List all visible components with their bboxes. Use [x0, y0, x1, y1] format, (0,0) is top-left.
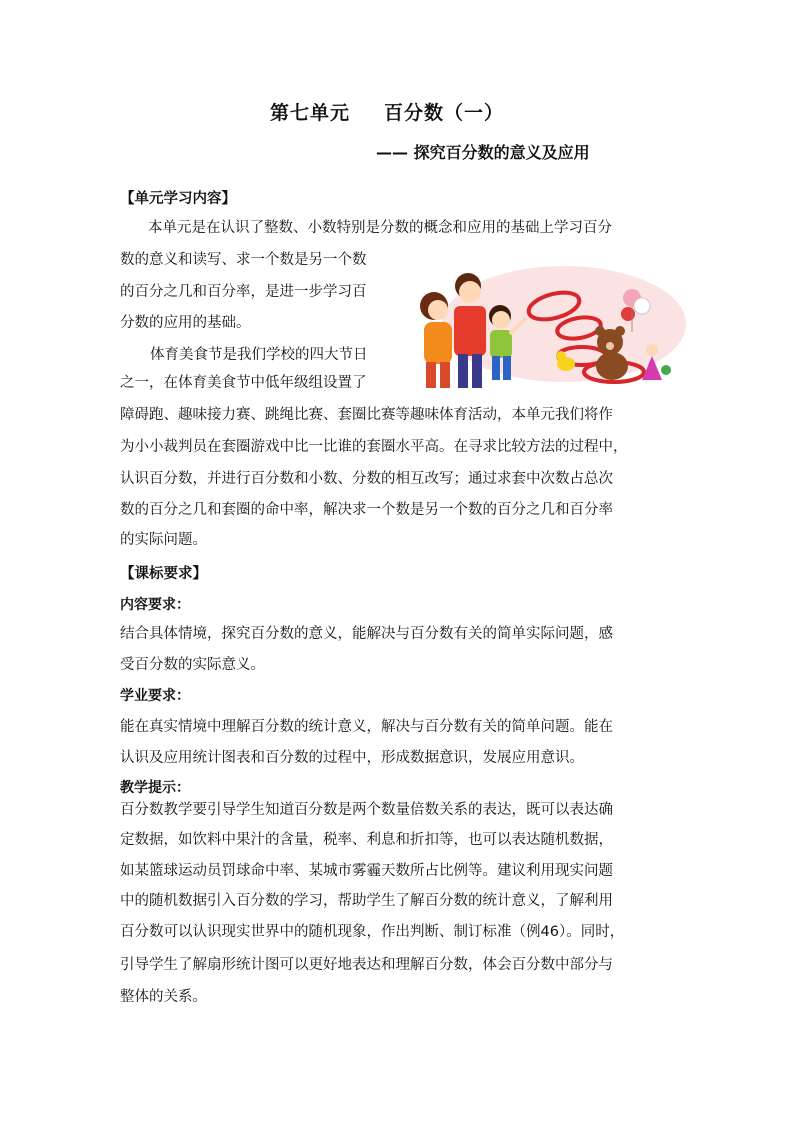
paragraph-line: 数的意义和读写、求一个数是另一个数 [120, 252, 367, 268]
paragraph-line: 百分数可以认识现实世界中的随机现象，作出判断、制订标准（例46）。同时， [120, 924, 625, 940]
paragraph-line: 为小小裁判员在套圈游戏中比一比谁的套圈水平高。在寻求比较方法的过程中， [120, 439, 628, 455]
teaching-tips-label: 教学提示： [120, 780, 190, 796]
academic-requirement-label: 学业要求： [120, 688, 190, 704]
paragraph-line: 之一，在体育美食节中低年级组设置了 [120, 375, 367, 391]
family-ring-toss-illustration [404, 262, 686, 398]
paragraph-line: 认识百分数，并进行百分数和小数、分数的相互改写；通过求套中次数占总次 [120, 471, 613, 487]
paragraph-line: 的百分之几和百分率，是进一步学习百 [120, 284, 367, 300]
unit-title [270, 98, 504, 125]
content-requirement-label: 内容要求： [120, 597, 190, 613]
paragraph-line: 分数的应用的基础。 [120, 315, 251, 331]
paragraph-line: 的实际问题。 [120, 532, 207, 548]
paragraph-line: 体育美食节是我们学校的四大节日 [150, 347, 368, 363]
paragraph-line: 整体的关系。 [120, 989, 207, 1005]
woman-figure [420, 292, 452, 388]
unit-name: 百分数（一） [384, 102, 505, 124]
unit-number: 第七单元 [270, 102, 351, 124]
unit-subtitle: —— 探究百分数的意义及应用 [376, 143, 590, 162]
paragraph-line: 如某篮球运动员罚球命中率、某城市雾霾天数所占比例等。建议利用现实问题 [120, 863, 613, 879]
paragraph-line: 中的随机数据引入百分数的学习，帮助学生了解百分数的统计意义，了解利用 [120, 893, 613, 909]
unit-content-heading: 【单元学习内容】 [120, 191, 236, 207]
paragraph-line: 障碍跑、趣味接力赛、跳绳比赛、套圈比赛等趣味体育活动，本单元我们将作 [120, 407, 613, 423]
paragraph-line: 引导学生了解扇形统计图可以更好地表达和理解百分数，体会百分数中部分与 [120, 957, 613, 973]
paragraph-line: 百分数教学要引导学生知道百分数是两个数量倍数关系的表达，既可以表达确 [120, 802, 613, 818]
paragraph-line: 结合具体情境，探究百分数的意义，能解决与百分数有关的简单实际问题，感 [120, 626, 613, 642]
paragraph-line: 认识及应用统计图表和百分数的过程中，形成数据意识，发展应用意识。 [120, 750, 584, 766]
paragraph-line: 定数据，如饮料中果汁的含量，税率、利息和折扣等，也可以表达随机数据， [120, 832, 613, 848]
paragraph-line: 本单元是在认识了整数、小数特别是分数的概念和应用的基础上学习百分 [148, 220, 612, 236]
paragraph-line: 受百分数的实际意义。 [120, 657, 265, 673]
paragraph-line: 能在真实情境中理解百分数的统计意义，解决与百分数有关的简单问题。能在 [120, 719, 613, 735]
paragraph-line: 数的百分之几和套圈的命中率，解决求一个数是另一个数的百分之几和百分率 [120, 502, 613, 518]
standards-heading: 【课标要求】 [120, 566, 207, 582]
